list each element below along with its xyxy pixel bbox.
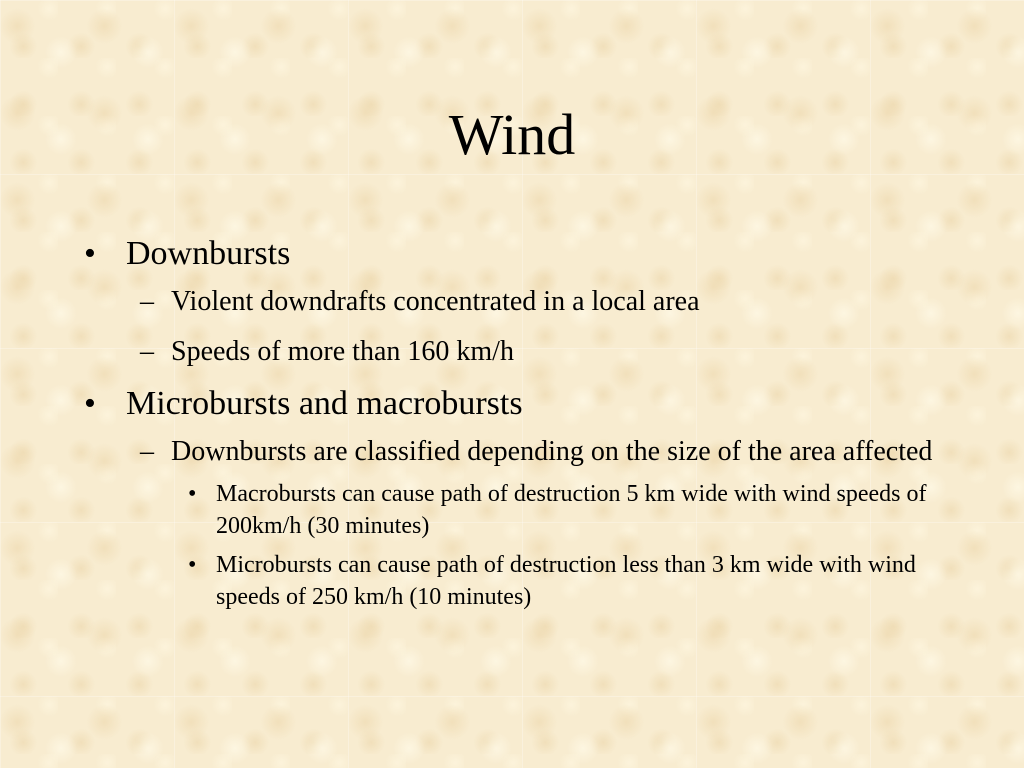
slide-content — [84, 232, 944, 613]
sub-bullet-classified — [84, 432, 944, 472]
sub-sub-bullet-microbursts — [84, 549, 944, 613]
bullet-marker: • — [84, 385, 96, 422]
bullet-downbursts — [84, 232, 944, 276]
sub-bullet-speeds — [84, 332, 944, 372]
bullet-text: Microbursts and macrobursts — [126, 385, 523, 422]
bullet-microbursts-macrobursts — [84, 382, 944, 426]
dash-marker: – — [140, 336, 154, 367]
sub-bullet-text: Downbursts are classified depending on the size of the area affected — [171, 436, 933, 467]
sub-bullet-text: Violent downdrafts concentrated in a local area — [171, 286, 700, 317]
sub-sub-bullet-text: Macrobursts can cause path of destruction 5 km wide with wind speeds of 200km/h (30 minutes) — [216, 481, 927, 539]
dash-marker: – — [140, 436, 154, 467]
bullet-marker: • — [84, 235, 96, 272]
slide-title: Wind — [448, 102, 576, 167]
sub-bullet-violent-downdrafts — [84, 282, 944, 322]
sub-sub-bullet-text: Microbursts can cause path of destruction less than 3 km wide with wind speeds of 250 km/h (10 minutes) — [216, 552, 916, 610]
dash-marker: – — [140, 286, 154, 317]
bullet-marker: • — [188, 481, 197, 507]
bullet-text: Downbursts — [126, 235, 291, 272]
sub-sub-bullet-macrobursts — [84, 478, 944, 542]
bullet-marker: • — [188, 552, 197, 578]
sub-bullet-text: Speeds of more than 160 km/h — [171, 336, 514, 367]
